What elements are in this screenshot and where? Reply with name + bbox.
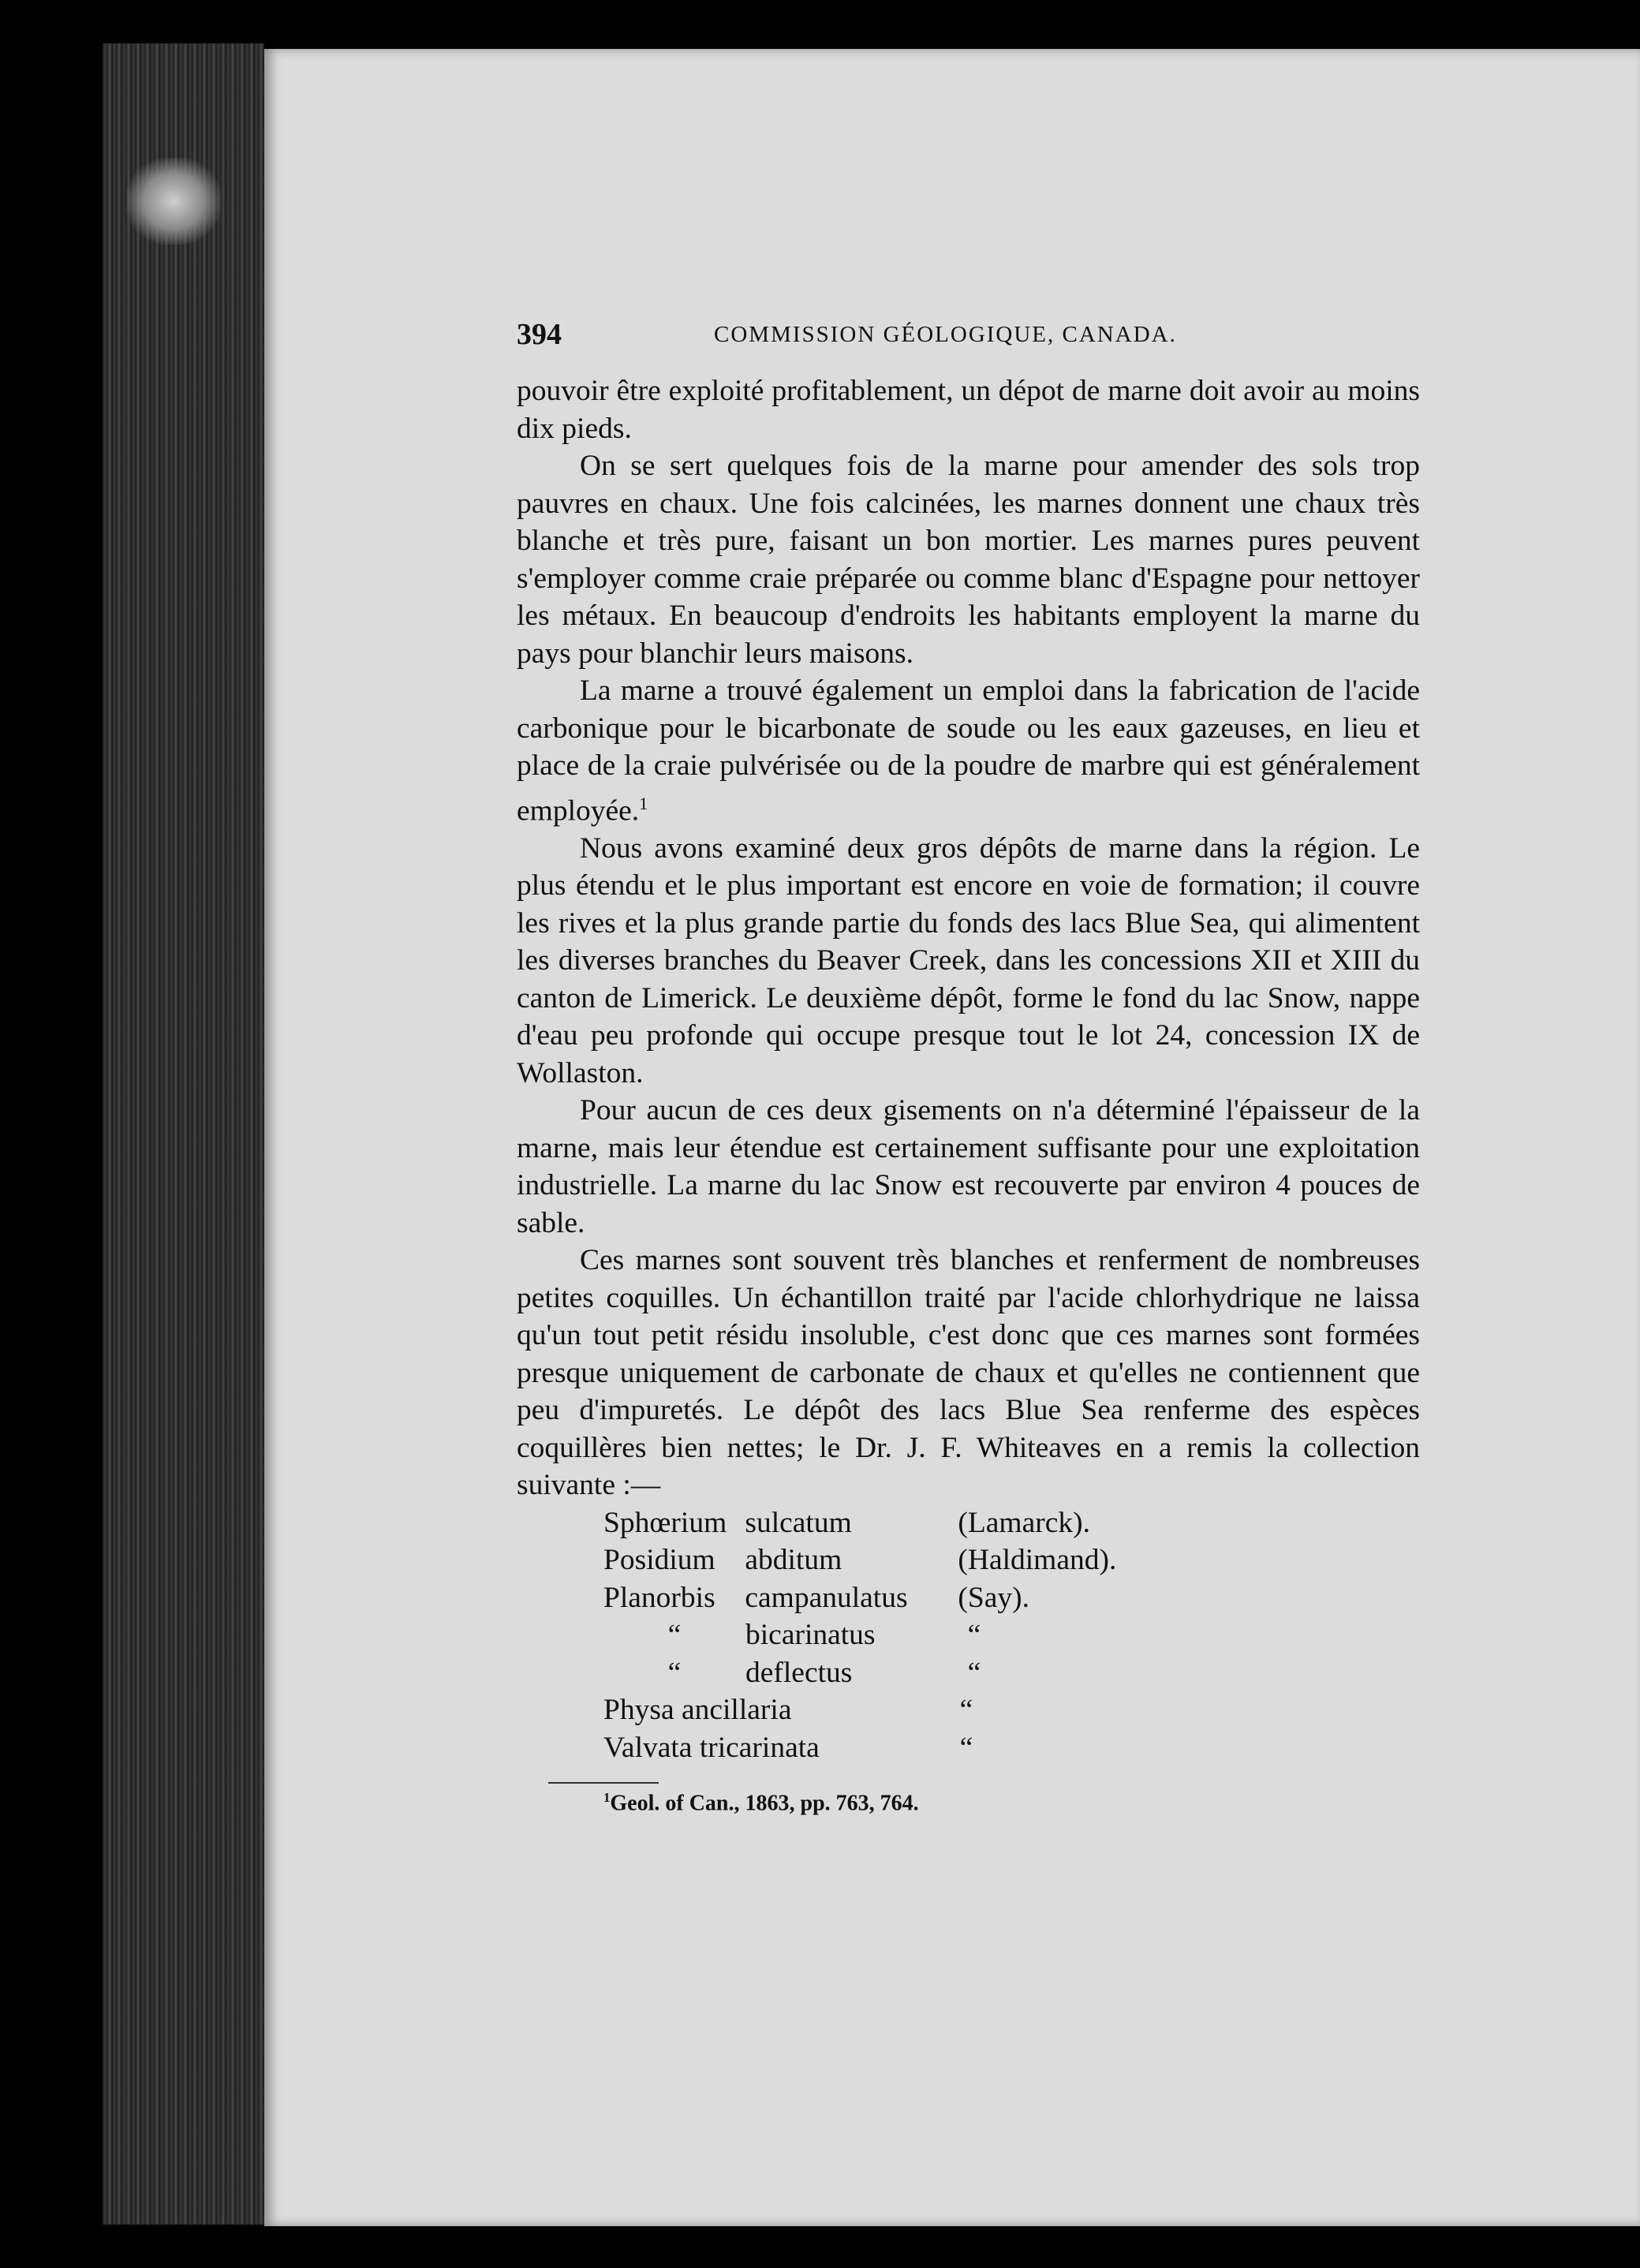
- page-header: [517, 317, 1640, 364]
- species-name: bicarinatus: [745, 1619, 876, 1651]
- species-genus: Posidium: [603, 1544, 715, 1576]
- paragraph-3: [517, 672, 1420, 830]
- body-text: [517, 372, 1420, 1504]
- paragraph-2: On se sert quelques fois de la marne pour amender des sols trop pauvres en chaux. Une fois calcinées, les marnes donnent une chaux très blanche et très pure, faisant un bon mortier. Les marnes pures peuvent s'employer comme craie préparée ou comme blanc d'Espagne pour nettoyer les métaux. En beaucoup d'endroits les habitants employent la marne du pays pour blanchir leurs maisons.: [517, 450, 1420, 670]
- text-block: [517, 317, 1640, 1816]
- species-genus: Sphœrium: [603, 1506, 727, 1539]
- species-item: [603, 1579, 1640, 1617]
- footnote-marker: 1: [603, 1790, 611, 1805]
- paragraph-4: Nous avons examiné deux gros dépôts de marne dans la région. Le plus étendu et le plus important est encore en voie de formation; il couvre les rives et la plus grande partie du fonds des lacs Blue Sea, qui alimentent les diverses branches du Beaver Creek, dans les concessions XII et XIII du canton de Limerick. Le deuxième dépôt, forme le fond du lac Snow, nappe d'eau peu profonde qui occupe presque tout le lot 24, concession IX de Wollaston.: [517, 831, 1420, 1089]
- ditto-mark: “: [959, 1731, 973, 1764]
- species-author: (Lamarck).: [958, 1506, 1090, 1539]
- ditto-mark: “: [967, 1656, 981, 1689]
- species-full-name: Physa ancillaria: [603, 1694, 792, 1726]
- ditto-mark: “: [959, 1694, 973, 1726]
- binding-stain: [126, 158, 221, 245]
- ditto-mark: “: [967, 1619, 981, 1651]
- species-item: [603, 1654, 1640, 1692]
- species-author: (Haldimand).: [958, 1544, 1117, 1576]
- ditto-mark: “: [667, 1656, 682, 1689]
- page-sheet: [264, 49, 1640, 2226]
- species-full-name: Valvata tricarinata: [603, 1731, 820, 1764]
- paragraph-6: Ces marnes sont souvent très blanches et renferment de nombreuses petites coquilles. Un échantillon traité par l'acide chlorhydrique ne laissa qu'un tout petit résidu insoluble, c'est donc que ces marnes sont formées presque uniquement de carbonate de chaux et qu'elles ne contiennent que peu d'impuretés. Le dépôt des lacs Blue Sea renferme des espèces coquillères bien nettes; le Dr. J. F. Whiteaves en a remis la collection suivante :—: [517, 1244, 1420, 1501]
- species-list: [603, 1504, 1640, 1767]
- footnote-rule: [548, 1782, 659, 1784]
- footnote: [603, 1790, 1640, 1816]
- species-name: campanulatus: [745, 1581, 908, 1614]
- ditto-mark: “: [667, 1619, 682, 1651]
- footnote-text: Geol. of Can., 1863, pp. 763, 764.: [610, 1791, 919, 1816]
- species-item: [603, 1729, 1640, 1767]
- species-item: [603, 1504, 1640, 1542]
- running-head: COMMISSION GÉOLOGIQUE, CANADA.: [714, 322, 1177, 347]
- species-name: deflectus: [745, 1656, 853, 1689]
- species-name: sulcatum: [745, 1506, 852, 1539]
- species-item: [603, 1616, 1640, 1654]
- species-item: [603, 1541, 1640, 1579]
- species-genus: Planorbis: [603, 1581, 715, 1614]
- species-author: (Say).: [958, 1581, 1029, 1614]
- paragraph-5: Pour aucun de ces deux gisements on n'a déterminé l'épaisseur de la marne, mais leur étendue est certainement suffisante pour une exploitation industrielle. La marne du lac Snow est recouverte par environ 4 pouces de sable.: [517, 1094, 1420, 1239]
- footnote-reference: 1: [639, 793, 648, 813]
- paragraph-3-text: La marne a trouvé également un emploi dans la fabrication de l'acide carbonique pour le bicarbonate de soude ou les eaux gazeuses, en lieu et place de la craie pulvérisée ou de la poudre de marbre qui est généralement employée.: [517, 674, 1420, 827]
- species-item: [603, 1691, 1640, 1729]
- species-name: abditum: [745, 1544, 842, 1576]
- paragraph-1: pouvoir être exploité profitablement, un dépot de marne doit avoir au moins dix pieds.: [517, 375, 1420, 445]
- page-number: 394: [517, 318, 562, 351]
- book-binding: [103, 43, 264, 2225]
